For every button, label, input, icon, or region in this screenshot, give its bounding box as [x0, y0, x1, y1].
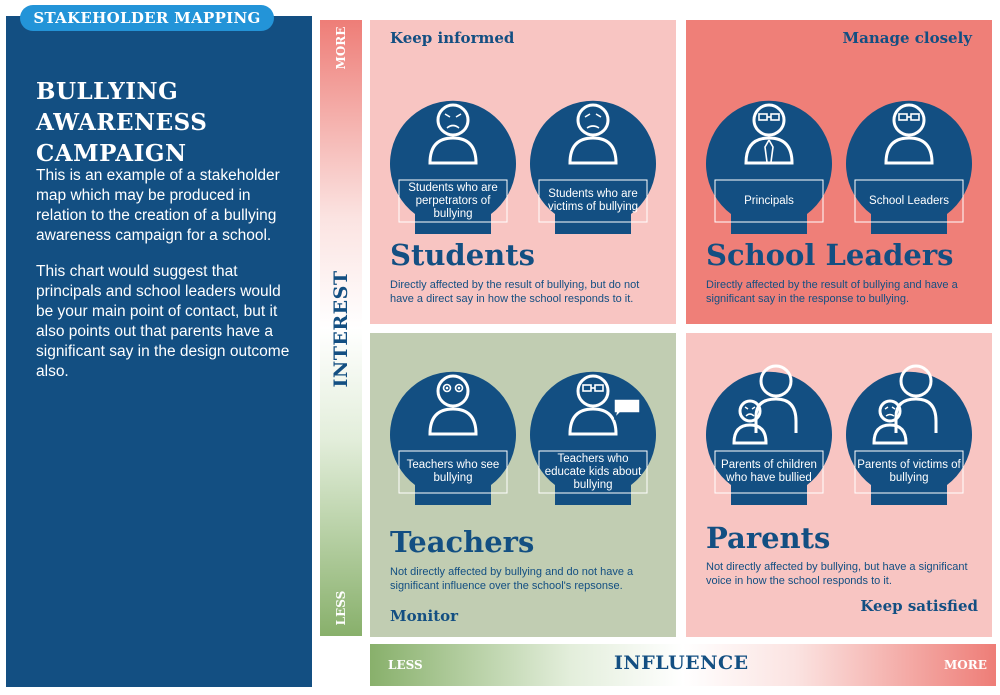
campaign-title [36, 76, 296, 169]
quadrant-label: Monitor [390, 607, 459, 625]
quadrant-keep-satisfied [686, 333, 992, 637]
sidebar-panel [6, 16, 312, 687]
card-label: Principals [744, 194, 794, 207]
card-label: Teachers who see bullying [406, 459, 500, 484]
quadrant-title: Teachers [390, 525, 535, 559]
quadrant-label: Keep informed [390, 29, 515, 47]
stakeholder-card-school-leaders [846, 78, 972, 234]
interest-more-label: MORE [334, 26, 348, 70]
stakeholder-mapping-badge: STAKEHOLDER MAPPING [20, 5, 274, 31]
stakeholder-card-teachers-educate [530, 349, 656, 505]
stakeholder-card-teachers-see [390, 349, 516, 505]
stakeholder-card-principals [706, 78, 832, 234]
card-label: Parents of victims of bullying [857, 459, 961, 484]
influence-more-label: MORE [944, 658, 987, 672]
card-label: Teachers who educate kids about bullying [544, 452, 642, 491]
quadrant-label: Keep satisfied [860, 597, 978, 615]
speech-bubble-icon [612, 397, 642, 421]
stakeholder-card-perpetrators [390, 78, 516, 234]
quadrant-description: Directly affected by the result of bullying and have a significant say in the response to bullying. [706, 279, 958, 305]
quadrant-title: School Leaders [706, 238, 954, 272]
quadrant-manage-closely [686, 20, 992, 324]
card-label: Students who are victims of bullying [547, 188, 639, 213]
summary-paragraph: This chart would suggest that principals and school leaders would be your main point of contact, but it also points out that parents have a significant say in the design outcome also. [36, 263, 290, 380]
stakeholder-card-parents-victims [846, 349, 972, 505]
interest-axis-label: INTEREST [330, 270, 352, 388]
stakeholder-card-parents-bullied [706, 349, 832, 505]
interest-less-label: LESS [334, 590, 348, 626]
title-line: BULLYING [36, 78, 179, 105]
influence-axis-label: INFLUENCE [614, 652, 749, 674]
quadrant-title: Parents [706, 521, 831, 555]
card-label: School Leaders [869, 194, 949, 207]
quadrant-description: Directly affected by the result of bullying, but do not have a direct say in how the school responds to it. [390, 279, 640, 305]
stakeholder-card-victims [530, 78, 656, 234]
intro-paragraph: This is an example of a stakeholder map which may be produced in relation to the creation of a bullying awareness campaign for a school. [36, 167, 280, 244]
influence-less-label: LESS [388, 658, 423, 672]
card-label: Students who are perpetrators of bullying [408, 181, 498, 220]
quadrant-description: Not directly affected by bullying, but have a significant voice in how the school responds to it. [706, 561, 968, 587]
title-line: CAMPAIGN [36, 140, 187, 167]
quadrant-monitor [370, 333, 676, 637]
quadrant-description: Not directly affected by bullying and do not have a significant influence over the school's repsonse. [390, 566, 634, 592]
quadrant-keep-informed [370, 20, 676, 324]
card-label: Parents of children who have bullied [721, 459, 817, 484]
quadrant-label: Manage closely [842, 29, 972, 47]
quadrant-title: Students [390, 238, 535, 272]
title-line: AWARENESS [36, 109, 208, 136]
